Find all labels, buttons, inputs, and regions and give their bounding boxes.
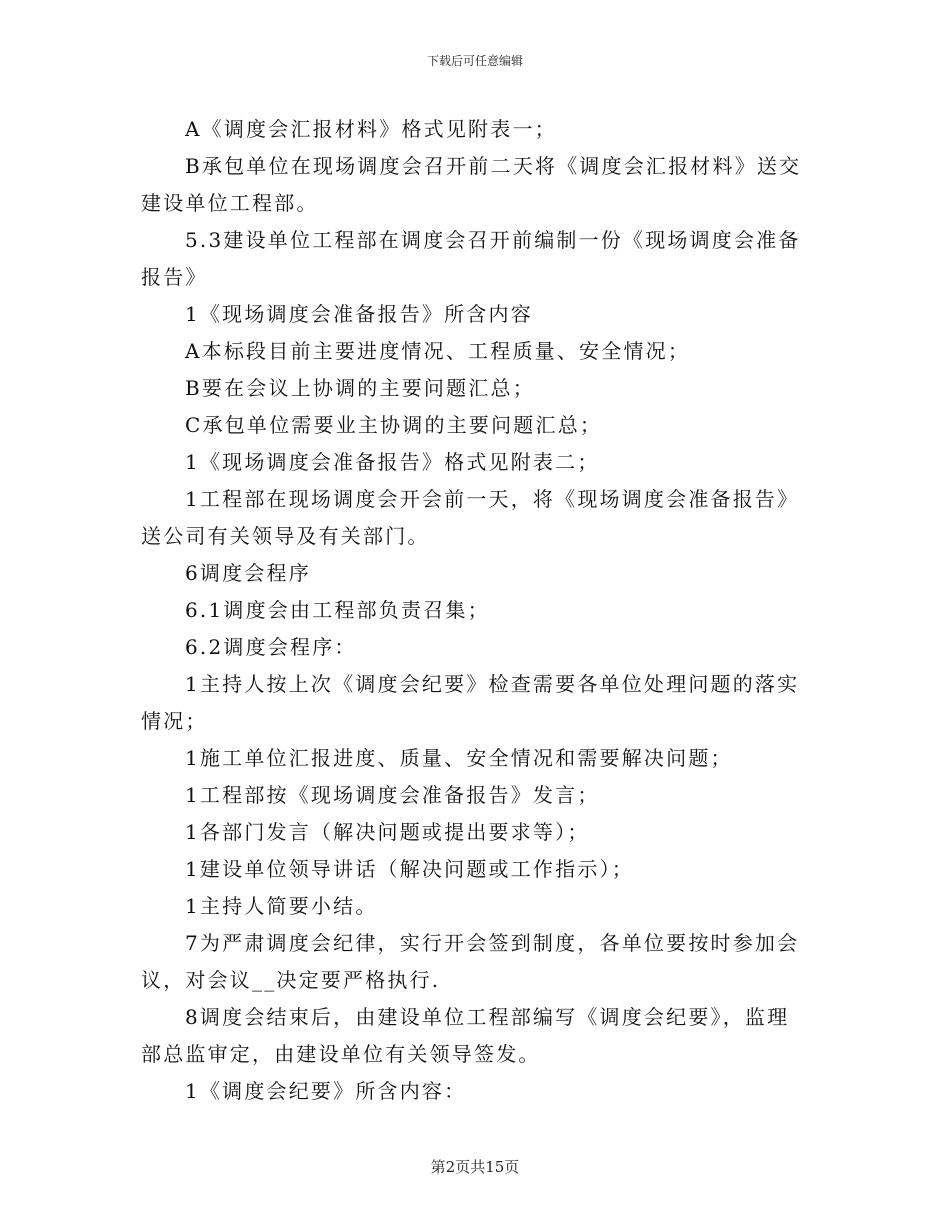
page-number: 第2页共15页 bbox=[430, 1158, 520, 1176]
page-header-note: 下载后可任意编辑 bbox=[426, 54, 523, 68]
paragraph-2: B承包单位在现场调度会召开前二天将《调度会汇报材料》送交建设单位工程部。 bbox=[141, 154, 802, 215]
paragraph-4: 1《现场调度会准备报告》所含内容 bbox=[185, 302, 533, 326]
paragraph-8: 1《现场调度会准备报告》格式见附表二； bbox=[185, 450, 600, 474]
paragraph-12: 6.2调度会程序： bbox=[185, 635, 357, 659]
paragraph-15: 1工程部按《现场调度会准备报告》发言； bbox=[185, 783, 600, 807]
paragraph-3: 5.3建设单位工程部在调度会召开前编制一份《现场调度会准备报告》 bbox=[141, 228, 801, 289]
paragraph-14: 1施工单位汇报进度、质量、安全情况和需要解决问题； bbox=[185, 746, 733, 770]
paragraph-19: 7为严肃调度会纪律，实行开会签到制度，各单位要按时参加会议，对会议__决定要严格执行. bbox=[141, 931, 800, 992]
document-body bbox=[141, 111, 811, 1110]
paragraph-10: 6调度会程序 bbox=[185, 561, 311, 585]
paragraph-18: 1主持人简要小结。 bbox=[185, 894, 378, 918]
paragraph-7: C承包单位需要业主协调的主要问题汇总； bbox=[185, 413, 603, 437]
paragraph-6: B要在会议上协调的主要问题汇总； bbox=[185, 376, 535, 400]
paragraph-9: 1工程部在现场调度会开会前一天，将《现场调度会准备报告》送公司有关领导及有关部门。 bbox=[141, 487, 800, 548]
paragraph-1: A《调度会汇报材料》格式见附表一； bbox=[185, 117, 557, 141]
paragraph-13: 1主持人按上次《调度会纪要》检查需要各单位处理问题的落实情况； bbox=[141, 672, 800, 733]
paragraph-21: 1《调度会纪要》所含内容： bbox=[185, 1079, 467, 1103]
paragraph-17: 1建设单位领导讲话（解决问题或工作指示）； bbox=[185, 857, 634, 881]
paragraph-11: 6.1调度会由工程部负责召集； bbox=[185, 598, 490, 622]
paragraph-5: A本标段目前主要进度情况、工程质量、安全情况； bbox=[185, 339, 691, 363]
paragraph-16: 1各部门发言（解决问题或提出要求等）； bbox=[185, 820, 590, 844]
paragraph-20: 8调度会结束后，由建设单位工程部编写《调度会纪要》，监理部总监审定，由建设单位有关领导签发。 bbox=[141, 1005, 790, 1066]
